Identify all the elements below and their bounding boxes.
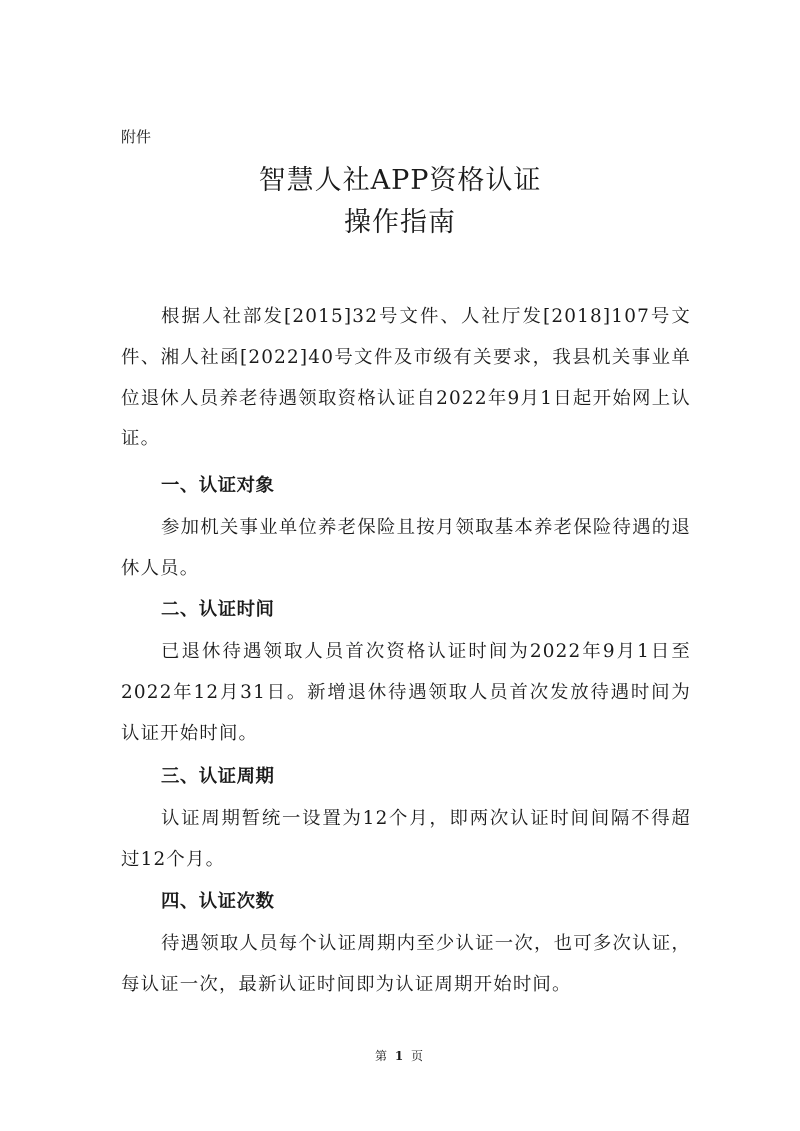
page-footer	[0, 1048, 800, 1064]
section-text-count: 待遇领取人员每个认证周期内至少认证一次，也可多次认证，每认证一次，最新认证时间即为认证周期开始时间。	[121, 933, 691, 995]
footer-page-number: 1	[394, 1049, 406, 1063]
document-title-line1: 智慧人社APP资格认证	[258, 165, 542, 196]
section-heading-cycle: 三、认证周期	[161, 766, 275, 787]
document-title-line2: 操作指南	[344, 207, 456, 238]
section-text-cycle: 认证周期暂统一设置为12个月，即两次认证时间间隔不得超过12个月。	[121, 808, 691, 870]
section-heading-count: 四、认证次数	[161, 891, 275, 912]
section-heading-time: 二、认证时间	[161, 599, 275, 620]
footer-suffix: 页	[411, 1049, 426, 1063]
section-heading-target: 一、认证对象	[161, 475, 275, 496]
footer-prefix: 第	[374, 1049, 389, 1063]
section-text-target: 参加机关事业单位养老保险且按月领取基本养老保险待遇的退休人员。	[121, 517, 691, 579]
attachment-label: 附件	[121, 128, 152, 146]
intro-paragraph: 根据人社部发[2015]32号文件、人社厅发[2018]107号文件、湘人社函[2022]40号文件及市级有关要求，我县机关事业单位退休人员养老待遇领取资格认证自2022年9月1日起开始网上认证。	[121, 306, 691, 450]
section-text-time: 已退休待遇领取人员首次资格认证时间为2022年9月1日至2022年12月31日。新增退休待遇领取人员首次发放待遇时间为认证开始时间。	[121, 641, 691, 744]
